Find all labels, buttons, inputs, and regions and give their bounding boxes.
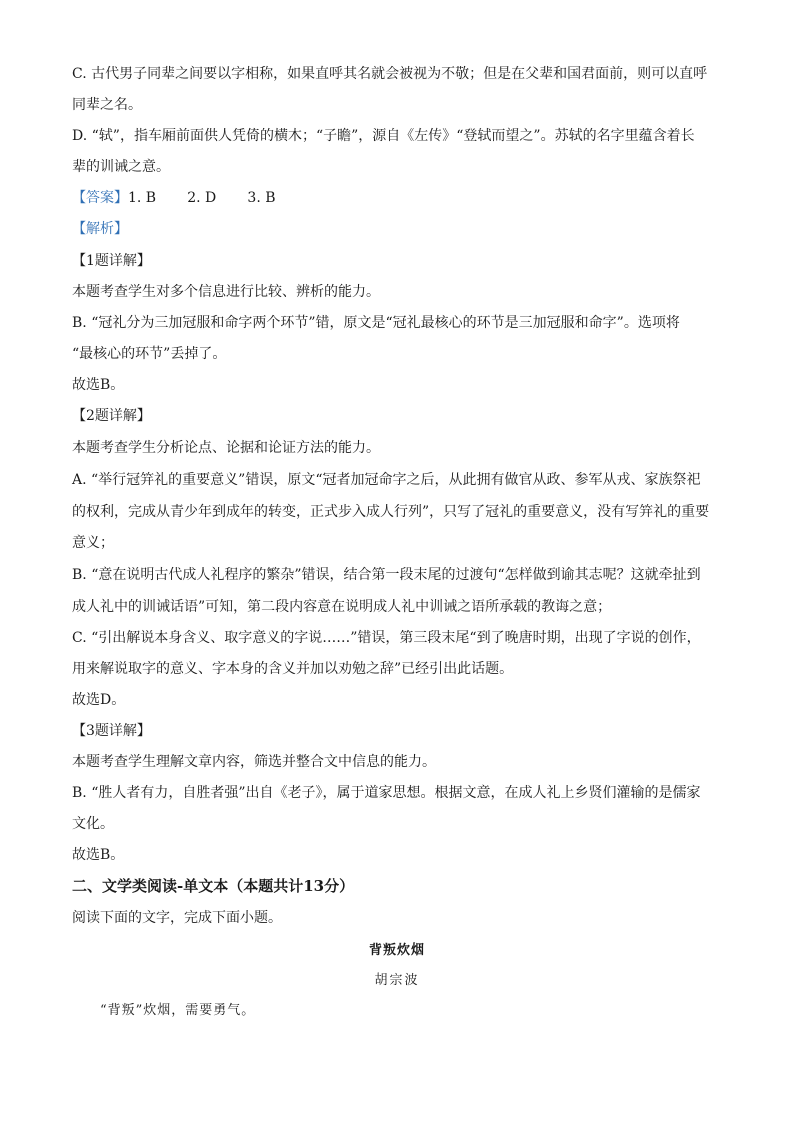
q3-line: B. “胜人者有力，自胜者强”出自《老子》，属于道家思想。根据文意，在成人礼上乡贤们灌输的是儒家 [72, 785, 701, 801]
answer-tag: 【答案】 [72, 190, 128, 206]
q2-line: C. “引出解说本身含义、取字意义的字说……”错误，第三段末尾“到了晚唐时期，出现了字说的创作， [72, 630, 701, 646]
q2-line: 成人礼中的训诫话语”可知，第二段内容意在说明成人礼中训诫之语所承载的教诲之意； [72, 599, 612, 615]
q2-line: A. “举行冠笄礼的重要意义”错误，原文“冠者加冠命字之后，从此拥有做官从政、参军从戎、家族祭祀 [72, 472, 701, 488]
q2-line: 的权利，完成从青少年到成年的转变，正式步入成人行列”，只写了冠礼的重要意义，没有写笄礼的重要 [72, 504, 710, 520]
q1-line: “最核心的环节”丢掉了。 [72, 346, 227, 362]
option-d-line-1: D. “轼”，指车厢前面供人凭倚的横木；“子瞻”，源自《左传》“登轼而望之”。苏轼的名字里蕴含着长 [72, 128, 695, 144]
answer-values: 1. B 2. D 3. B [128, 190, 276, 206]
instruction-text: 阅读下面的文字，完成下面小题。 [72, 910, 282, 926]
q3-line: 文化。 [72, 816, 114, 832]
q1-heading: 【1题详解】 [72, 253, 151, 269]
option-c-line-1: C. 古代男子同辈之间要以字相称，如果直呼其名就会被视为不敬；但是在父辈和国君面前，则可以直呼 [72, 66, 708, 82]
answer-line [72, 188, 276, 208]
q2-line: 故选D。 [72, 692, 126, 708]
option-c-line-2: 同辈之名。 [72, 97, 142, 113]
option-d-line-2: 辈的训诫之意。 [72, 159, 170, 175]
passage-title: 背叛炊烟 [368, 943, 425, 958]
q1-line: 本题考查学生对多个信息进行比较、辨析的能力。 [72, 284, 380, 300]
q3-heading: 【3题详解】 [72, 723, 151, 739]
q2-heading: 【2题详解】 [72, 408, 151, 424]
q2-line: 用来解说取字的意义、字本身的含义并加以劝勉之辞”已经引出此话题。 [72, 661, 514, 677]
q2-line: 意义； [72, 535, 114, 551]
q1-line: 故选B。 [72, 377, 125, 393]
q3-line: 故选B。 [72, 847, 125, 863]
q3-line: 本题考查学生理解文章内容，筛选并整合文中信息的能力。 [72, 754, 436, 770]
passage-first-line: “背叛”炊烟，需要勇气。 [100, 1003, 256, 1018]
passage-author: 胡宗波 [374, 973, 420, 988]
q2-line: 本题考查学生分析论点、论据和论证方法的能力。 [72, 440, 380, 456]
section-heading: 二、文学类阅读-单文本（本题共计13分） [72, 877, 355, 895]
q2-line: B. “意在说明古代成人礼程序的繁杂”错误，结合第一段末尾的过渡句“怎样做到谕其志呢？这就牵扯到 [72, 567, 701, 583]
analysis-tag: 【解析】 [72, 221, 128, 237]
q1-line: B. “冠礼分为三加冠服和命字两个环节”错，原文是“冠礼最核心的环节是三加冠服和命字”。选项将 [72, 315, 680, 331]
